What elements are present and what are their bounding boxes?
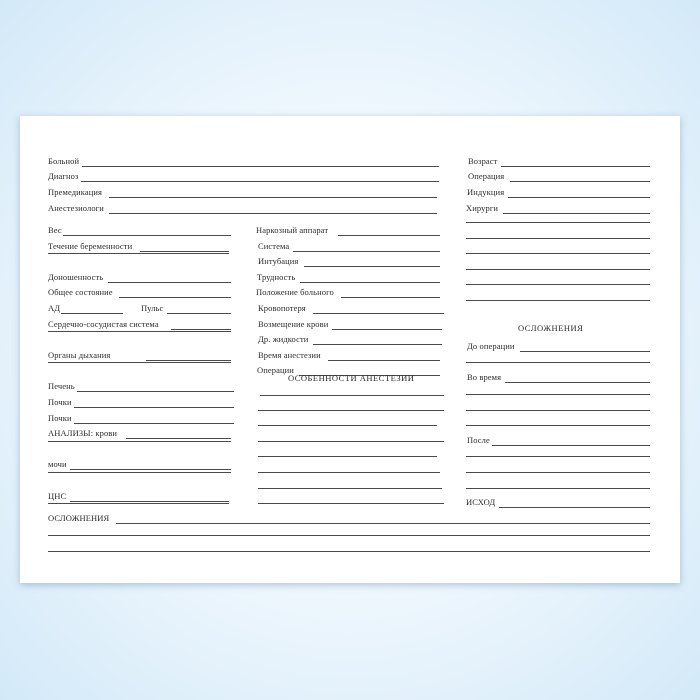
surgeons-field[interactable]: [466, 200, 650, 214]
age-field[interactable]: [468, 153, 650, 167]
intubation-line: [304, 266, 440, 267]
complications-heading: ОСЛОЖНЕНИЯ: [518, 323, 584, 333]
anesthesia-machine-line: [338, 235, 440, 236]
anesthesia-features-line-6[interactable]: [258, 472, 440, 473]
blood-replacement-field[interactable]: [258, 316, 442, 330]
full-term-field[interactable]: [48, 269, 231, 283]
anesthesia-features-line-3[interactable]: [258, 425, 437, 426]
anesthesia-features-line-5[interactable]: [258, 456, 437, 457]
anesthesiologist-label: Анестезиологи: [48, 203, 104, 213]
kidneys-label-2: Почки: [48, 413, 72, 423]
other-fluids-label: Др. жидкости: [258, 334, 309, 344]
respiratory-line: [146, 360, 231, 361]
anesthesia-card-form: [20, 116, 680, 583]
pregnancy-field[interactable]: [48, 238, 229, 252]
liver-label: Печень: [48, 381, 75, 391]
cns-label: ЦНС: [48, 491, 67, 501]
liver-field[interactable]: [48, 378, 234, 392]
anesthesia-time-label: Время анестезии: [258, 350, 321, 360]
cardio-line: [171, 329, 231, 330]
operation-label: Операция: [468, 171, 505, 181]
induction-label: Индукция: [467, 187, 505, 197]
bottom-complications-field[interactable]: [48, 510, 650, 524]
patient-position-label: Положение больного: [256, 287, 334, 297]
outcome-line: [499, 507, 650, 508]
col3-line-5[interactable]: [466, 284, 650, 285]
premedication-line: [109, 197, 437, 198]
premedication-field[interactable]: [48, 184, 437, 198]
kidneys-field-2[interactable]: [48, 410, 234, 424]
after-continuation-line-2[interactable]: [466, 472, 650, 473]
other-fluids-field[interactable]: [258, 331, 442, 345]
anesthesia-time-line: [328, 360, 440, 361]
outcome-label: ИСХОД: [466, 497, 496, 507]
after-line: [492, 445, 650, 446]
patient-position-field[interactable]: [256, 284, 440, 298]
system-label: Система: [258, 241, 290, 251]
pregnancy-label: Течение беременности: [48, 241, 133, 251]
weight-label: Вес: [48, 225, 62, 235]
intubation-field[interactable]: [258, 253, 440, 267]
kidneys-label-1: Почки: [48, 397, 72, 407]
weight-line: [63, 235, 231, 236]
anesthesia-machine-label: Наркозный аппарат: [256, 225, 329, 235]
before-operation-line: [520, 351, 650, 352]
premedication-label: Премедикация: [48, 187, 103, 197]
blood-replacement-label: Возмещение крови: [258, 319, 329, 329]
before-operation-continuation-line-1[interactable]: [466, 362, 650, 363]
bottom-complications-line: [116, 523, 650, 524]
respiratory-continuation-line: [48, 362, 231, 363]
diagnosis-field[interactable]: [48, 168, 439, 182]
weight-field[interactable]: [48, 222, 231, 236]
kidneys-field-1[interactable]: [48, 394, 234, 408]
urine-label: мочи: [48, 459, 67, 469]
before-operation-field[interactable]: [467, 338, 650, 352]
after-continuation-line-1[interactable]: [466, 456, 650, 457]
cardio-label: Сердечно-сосудистая система: [48, 319, 159, 329]
blood-pressure-label: АД: [48, 303, 61, 313]
cardio-field[interactable]: [48, 316, 231, 330]
during-line: [505, 382, 650, 383]
induction-field[interactable]: [467, 184, 650, 198]
anesthesia-features-line-4[interactable]: [258, 441, 444, 442]
respiratory-label: Органы дыхания: [48, 350, 111, 360]
during-continuation-line-3[interactable]: [466, 425, 650, 426]
patient-label: Больной: [48, 156, 80, 166]
operations-label: Операции: [257, 365, 294, 375]
bottom-complications-line-3[interactable]: [48, 551, 650, 552]
blood-loss-line: [313, 313, 444, 314]
anesthesia-features-line-7[interactable]: [258, 488, 442, 489]
surgeons-line: [503, 213, 650, 214]
patient-position-line: [341, 297, 440, 298]
diagnosis-line: [81, 181, 439, 182]
during-continuation-line-1[interactable]: [466, 394, 650, 395]
anesthesia-features-line-1[interactable]: [260, 395, 444, 396]
anesthesia-machine-field[interactable]: [256, 222, 440, 236]
liver-line: [77, 391, 234, 392]
surgeons-label: Хирурги: [466, 203, 499, 213]
difficulty-label: Трудность: [257, 272, 296, 282]
age-label: Возраст: [468, 156, 498, 166]
full-term-line: [108, 282, 231, 283]
kidneys-line-1: [74, 407, 234, 408]
col3-line-3[interactable]: [466, 253, 650, 254]
cns-field[interactable]: [48, 488, 229, 502]
operation-field[interactable]: [468, 168, 650, 182]
kidneys-line-2: [74, 423, 234, 424]
cns-line: [70, 501, 229, 502]
anesthesia-features-line-8[interactable]: [258, 503, 444, 504]
patient-line: [82, 166, 439, 167]
respiratory-field[interactable]: [48, 347, 231, 361]
anesthesiologist-line: [109, 213, 437, 214]
cardio-continuation-line: [48, 331, 231, 332]
pregnancy-continuation-line: [48, 253, 229, 254]
blood-analysis-line: [126, 438, 231, 439]
during-label: Во время: [467, 372, 502, 382]
after-continuation-line-3[interactable]: [466, 488, 650, 489]
anesthesia-time-field[interactable]: [258, 347, 440, 361]
urine-field[interactable]: [48, 456, 231, 470]
after-field[interactable]: [467, 432, 650, 446]
pulse-field[interactable]: [141, 300, 231, 314]
during-field[interactable]: [467, 369, 650, 383]
difficulty-field[interactable]: [257, 269, 440, 283]
blood-replacement-line: [332, 329, 442, 330]
system-field[interactable]: [258, 238, 440, 252]
cns-continuation-line: [48, 503, 229, 504]
patient-field[interactable]: [48, 153, 439, 167]
induction-line: [508, 197, 650, 198]
pulse-label: Пульс: [141, 303, 164, 313]
pulse-line: [167, 313, 231, 314]
system-line: [293, 251, 440, 252]
after-label: После: [467, 435, 490, 445]
col3-line-2[interactable]: [466, 238, 650, 239]
during-continuation-line-2[interactable]: [466, 410, 650, 411]
blood-loss-field[interactable]: [258, 300, 444, 314]
age-line: [501, 166, 650, 167]
operation-line: [510, 181, 650, 182]
bottom-complications-line-2[interactable]: [48, 535, 650, 536]
blood-pressure-line: [61, 313, 123, 314]
difficulty-line: [300, 282, 440, 283]
general-state-label: Общее состояние: [48, 287, 113, 297]
anesthesia-features-line-2[interactable]: [258, 410, 444, 411]
blood-analysis-label: АНАЛИЗЫ: крови: [48, 428, 118, 438]
before-operation-label: До операции: [467, 341, 515, 351]
general-state-line: [119, 297, 231, 298]
col3-line-4[interactable]: [466, 269, 650, 270]
outcome-field[interactable]: [466, 494, 650, 508]
general-state-field[interactable]: [48, 284, 231, 298]
urine-continuation-line: [48, 472, 231, 473]
bottom-complications-label: ОСЛОЖНЕНИЯ: [48, 513, 110, 523]
blood-loss-label: Кровопотеря: [258, 303, 306, 313]
intubation-label: Интубация: [258, 256, 299, 266]
blood-analysis-continuation-line: [48, 441, 231, 442]
col3-line-1[interactable]: [466, 222, 650, 223]
urine-line: [70, 469, 231, 470]
col3-line-6[interactable]: [466, 300, 650, 301]
diagnosis-label: Диагноз: [48, 171, 79, 181]
other-fluids-line: [313, 344, 442, 345]
anesthesia-features-heading: ОСОБЕННОСТИ АНЕСТЕЗИИ: [288, 373, 415, 383]
full-term-label: Доношенность: [48, 272, 104, 282]
anesthesiologist-field[interactable]: [48, 200, 437, 214]
blood-analysis-field[interactable]: [48, 425, 231, 439]
pregnancy-line: [140, 251, 229, 252]
blood-pressure-field[interactable]: [48, 300, 123, 314]
